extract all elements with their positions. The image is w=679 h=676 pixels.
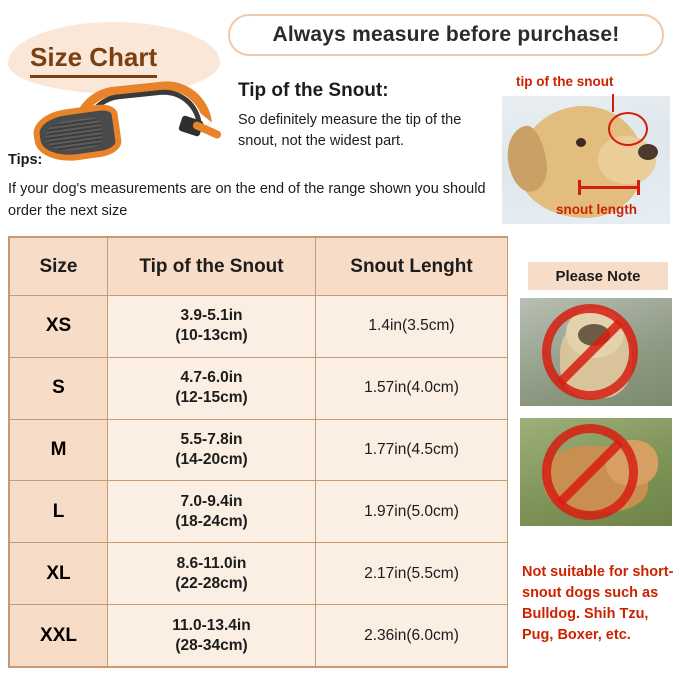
measure-banner [228, 14, 664, 56]
snout-description: So definitely measure the tip of the snout, not the widest part. [238, 112, 462, 149]
header-snout-length: Snout Lenght [316, 238, 508, 296]
table-row [10, 296, 508, 358]
cell-size: L [10, 481, 108, 543]
snout-length-measure-line [578, 186, 640, 189]
not-suitable-photo-sharpei [520, 418, 672, 526]
cell-tip: 7.0-9.4in (18-24cm) [108, 481, 316, 543]
not-suitable-text: Not suitable for short-snout dogs such as Bulldog. Shih Tzu, Pug, Boxer, etc. [522, 564, 674, 643]
cell-length: 2.17in(5.5cm) [316, 543, 508, 605]
cell-size: M [10, 419, 108, 481]
cell-tip: 8.6-11.0in (22-28cm) [108, 543, 316, 605]
page-title: Size Chart [30, 42, 157, 78]
size-table-body [10, 296, 508, 667]
cell-size: XS [10, 296, 108, 358]
cell-size: XL [10, 543, 108, 605]
header-tip-of-snout: Tip of the Snout [108, 238, 316, 296]
table-row [10, 543, 508, 605]
tips-label: Tips: [8, 152, 43, 168]
cell-tip: 11.0-13.4in (28-34cm) [108, 605, 316, 667]
size-table-container [8, 236, 508, 668]
cell-length: 1.77in(4.5cm) [316, 419, 508, 481]
cell-tip: 5.5-7.8in (14-20cm) [108, 419, 316, 481]
prohibited-icon [542, 424, 638, 520]
tip-pointer-line [612, 94, 614, 112]
cell-size: S [10, 357, 108, 419]
table-row [10, 481, 508, 543]
tip-highlight-circle [608, 112, 648, 146]
size-table [9, 237, 508, 667]
muzzle-strap-tail [192, 120, 223, 140]
cell-length: 2.36in(6.0cm) [316, 605, 508, 667]
muzzle-product-image [30, 82, 220, 162]
cell-length: 1.57in(4.0cm) [316, 357, 508, 419]
dog-nose-shape [638, 144, 658, 160]
dog-eye-shape [576, 138, 586, 147]
cell-length: 1.97in(5.0cm) [316, 481, 508, 543]
table-row [10, 357, 508, 419]
please-note-heading: Please Note [528, 262, 668, 290]
cell-tip: 3.9-5.1in (10-13cm) [108, 296, 316, 358]
prohibited-icon [542, 304, 638, 400]
measure-banner-text: Always measure before purchase! [272, 23, 620, 46]
tips-text: If your dog's measurements are on the end of the range shown you should order the next size [8, 181, 486, 219]
table-row [10, 605, 508, 667]
not-suitable-photo-pug [520, 298, 672, 406]
table-header-row [10, 238, 508, 296]
cell-size: XXL [10, 605, 108, 667]
cell-length: 1.4in(3.5cm) [316, 296, 508, 358]
table-row [10, 419, 508, 481]
diagram-length-label: snout length [556, 202, 637, 217]
header-size: Size [10, 238, 108, 296]
diagram-tip-label: tip of the snout [516, 74, 614, 89]
snout-heading: Tip of the Snout: [238, 80, 389, 101]
cell-tip: 4.7-6.0in (12-15cm) [108, 357, 316, 419]
